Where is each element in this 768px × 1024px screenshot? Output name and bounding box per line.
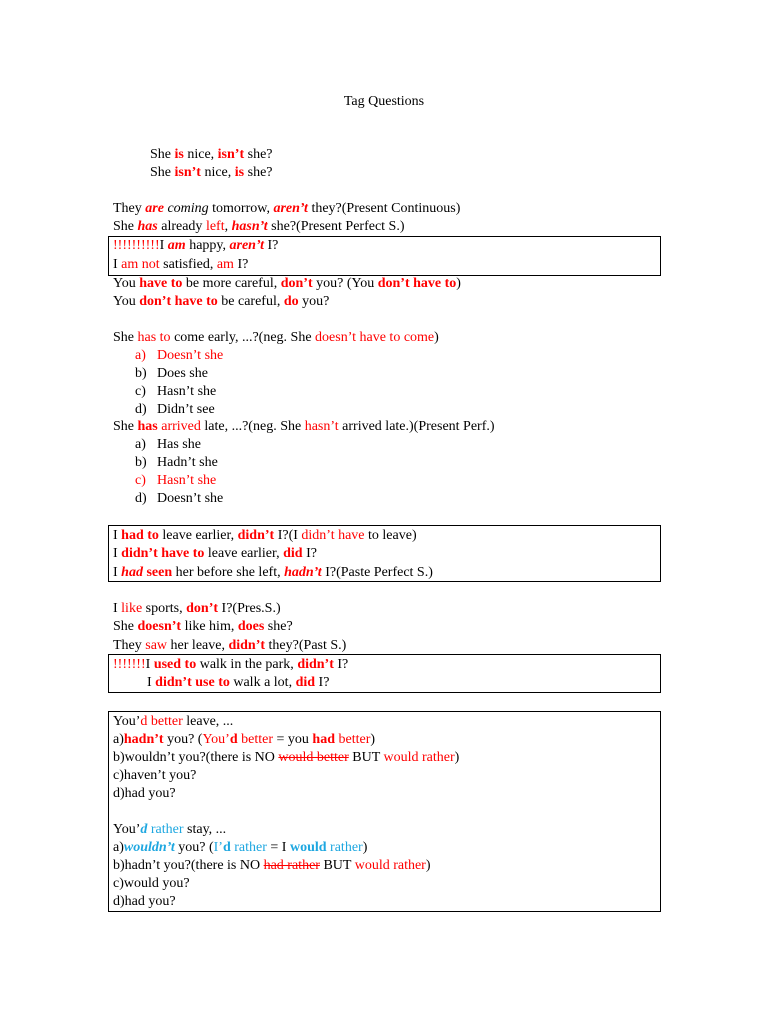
text-segment: I (147, 675, 156, 690)
text-segment: She (150, 165, 175, 180)
text-segment: wouldn’t (123, 840, 175, 855)
text-segment: saw (145, 638, 168, 653)
text-segment: You (113, 294, 140, 309)
text-segment: Doesn’t she (157, 348, 224, 363)
text-segment: you? ( (174, 840, 214, 855)
text-segment: hasn’t (231, 219, 268, 234)
text-segment: used to (153, 657, 197, 672)
text-segment: hasn’t (304, 419, 339, 434)
text-segment: aren’t (273, 201, 308, 216)
text-line (113, 839, 367, 857)
text-segment: doesn’t (137, 619, 182, 634)
text-segment: arrived late.)(Present Perf.) (338, 419, 495, 434)
text-segment: would rather (354, 858, 426, 873)
text-segment: b)wouldn’t you?(there is NO (113, 750, 279, 765)
text-segment: a) (113, 732, 124, 747)
text-line (135, 436, 201, 454)
text-segment: d better (140, 714, 183, 729)
text-segment: She (113, 330, 138, 345)
text-segment: be more careful, (182, 276, 281, 291)
text-segment: walk in the park, (196, 657, 298, 672)
text-segment: I? (302, 546, 317, 561)
text-segment: sports, (142, 601, 187, 616)
text-segment: a) (135, 437, 146, 452)
text-segment: BUT (319, 858, 355, 873)
text-segment: like (121, 601, 143, 616)
text-segment: didn’t have to (121, 546, 205, 561)
text-segment: b) (135, 366, 147, 381)
text-segment: am (167, 238, 186, 253)
text-line (113, 857, 431, 875)
text-segment: BUT (348, 750, 384, 765)
text-segment: stay, ... (183, 822, 227, 837)
text-segment: had (121, 565, 143, 580)
text-segment: rather (150, 822, 184, 837)
text-line (113, 656, 348, 674)
text-segment: don’t have to (377, 276, 457, 291)
text-line (135, 490, 223, 508)
text-segment: leave earlier, (204, 546, 284, 561)
text-segment: didn’t (237, 528, 275, 543)
text-segment: did (283, 546, 303, 561)
text-segment: seen (146, 565, 173, 580)
text-segment: is (174, 147, 184, 162)
text-segment: like him, (181, 619, 238, 634)
text-line (113, 713, 233, 731)
text-segment: They (113, 201, 146, 216)
text-segment: I? (333, 657, 349, 672)
text-segment: you? (You (312, 276, 378, 291)
text-line (113, 785, 176, 803)
text-segment: I (145, 657, 154, 672)
text-segment: c)would you? (113, 876, 190, 891)
text-segment: I’ (213, 840, 223, 855)
text-segment: She (113, 419, 138, 434)
text-segment: ) (456, 276, 461, 291)
text-segment: ) (370, 732, 376, 747)
text-segment: she?(Present Perfect S.) (267, 219, 405, 234)
text-segment: I?(Paste Perfect S.) (321, 565, 433, 580)
text-segment: isn’t (174, 165, 201, 180)
text-segment: d)had you? (113, 786, 176, 801)
text-segment: had rather (263, 858, 320, 873)
text-segment: she? (244, 165, 273, 180)
text-segment: come early, ...?(neg. She (170, 330, 316, 345)
text-segment: didn’t (228, 638, 266, 653)
text-segment: they?(Past S.) (265, 638, 347, 653)
text-line (147, 674, 329, 692)
text-line (113, 237, 278, 255)
text-segment: tomorrow, (208, 201, 274, 216)
text-segment: I (113, 257, 122, 272)
text-line (113, 200, 460, 218)
text-line (113, 875, 190, 893)
text-segment: You (113, 276, 140, 291)
text-line (113, 637, 346, 655)
text-line (113, 600, 281, 618)
text-segment: you? (298, 294, 330, 309)
text-segment: has (137, 419, 158, 434)
text-segment: ) (434, 330, 439, 345)
text-segment: aren’t (229, 238, 264, 253)
text-segment: are (145, 201, 164, 216)
text-segment: She (113, 619, 138, 634)
text-segment: d (222, 840, 231, 855)
text-segment: have to (139, 276, 183, 291)
text-segment: Has she (157, 437, 201, 452)
text-segment: Hasn’t she (157, 384, 217, 399)
text-segment: better (241, 732, 274, 747)
text-segment: would better (278, 750, 349, 765)
text-segment: am not (121, 257, 160, 272)
text-line (113, 564, 433, 582)
text-segment: don’t (186, 601, 219, 616)
text-segment: don’t (280, 276, 313, 291)
text-segment: would (289, 840, 327, 855)
text-segment: I?(I (274, 528, 302, 543)
text-segment: b)hadn’t you?(there is NO (113, 858, 264, 873)
text-line (150, 164, 273, 182)
text-line (113, 731, 375, 749)
text-line (113, 275, 461, 293)
text-segment: Does she (157, 366, 208, 381)
text-segment: Hasn’t she (157, 473, 217, 488)
text-segment: rather (330, 840, 363, 855)
text-segment: , (224, 219, 232, 234)
text-segment: d (229, 732, 238, 747)
text-segment: You’ (202, 732, 230, 747)
text-segment: hadn’t (123, 732, 164, 747)
text-segment: she? (264, 619, 293, 634)
text-segment: has to (137, 330, 171, 345)
text-segment: ) (454, 750, 460, 765)
text-segment: You’ (113, 822, 141, 837)
text-segment: ) (425, 858, 431, 873)
text-segment: had to (121, 528, 159, 543)
text-segment: a) (135, 348, 146, 363)
text-line (113, 618, 293, 636)
text-segment: = I (266, 840, 290, 855)
text-segment: happy, (185, 238, 230, 253)
text-segment: b) (135, 455, 147, 470)
text-segment: She (150, 147, 175, 162)
text-segment: nice, (200, 165, 235, 180)
text-segment: a) (113, 840, 124, 855)
text-segment: her leave, (167, 638, 229, 653)
text-line (113, 893, 176, 911)
text-segment: better (338, 732, 371, 747)
text-line (113, 329, 439, 347)
text-segment: had (312, 732, 335, 747)
text-segment: c) (135, 473, 146, 488)
text-segment: I (113, 601, 122, 616)
text-segment: You’ (113, 714, 141, 729)
text-line (113, 767, 196, 785)
text-segment: nice, (183, 147, 218, 162)
text-segment: be careful, (217, 294, 284, 309)
text-segment: didn’t use to (155, 675, 230, 690)
text-line (135, 401, 215, 419)
text-segment: c)haven’t you? (113, 768, 197, 783)
text-line (113, 256, 248, 274)
page-title: Tag Questions (343, 94, 425, 109)
text-segment: d) (135, 491, 147, 506)
text-segment: !!!!!!! (113, 657, 146, 672)
text-segment: d)had you? (113, 894, 176, 909)
text-segment: didn’t have (301, 528, 365, 543)
text-line (113, 293, 329, 311)
text-segment: d (140, 822, 148, 837)
text-line (135, 472, 216, 490)
text-line (113, 418, 495, 436)
text-segment: walk a lot, (229, 675, 296, 690)
text-line (150, 146, 273, 164)
text-line (113, 821, 226, 839)
text-line (135, 347, 223, 365)
text-line (135, 454, 218, 472)
text-line (113, 749, 459, 767)
text-segment: Doesn’t she (157, 491, 224, 506)
text-segment: d) (135, 402, 147, 417)
text-segment: she? (244, 147, 273, 162)
text-segment: left (205, 219, 225, 234)
text-segment: don’t have to (139, 294, 218, 309)
text-segment: rather (234, 840, 267, 855)
text-segment: ) (362, 840, 368, 855)
text-segment: doesn’t have to come (315, 330, 435, 345)
text-segment: is (234, 165, 245, 180)
text-segment: satisfied, (159, 257, 217, 272)
text-segment: c) (135, 384, 146, 399)
text-segment: leave, ... (182, 714, 234, 729)
text-line (135, 383, 216, 401)
text-segment: to leave) (364, 528, 417, 543)
text-segment: they?(Present Continuous) (307, 201, 461, 216)
text-segment: would rather (383, 750, 455, 765)
text-segment: does (237, 619, 265, 634)
text-segment: leave earlier, (158, 528, 238, 543)
text-segment: arrived (161, 419, 201, 434)
text-segment: has (137, 219, 158, 234)
text-segment: do (283, 294, 299, 309)
text-segment: They (113, 638, 146, 653)
text-segment: I (113, 546, 122, 561)
text-segment: her before she left, (172, 565, 285, 580)
text-segment: = you (273, 732, 313, 747)
text-line (135, 365, 208, 383)
text-segment: did (295, 675, 316, 690)
text-segment: coming (167, 201, 209, 216)
text-segment: didn’t (297, 657, 334, 672)
text-segment: hadn’t (284, 565, 322, 580)
text-segment: already (157, 219, 206, 234)
text-line (113, 545, 317, 563)
text-segment: am (216, 257, 234, 272)
text-line (113, 218, 405, 236)
text-segment: I (113, 565, 122, 580)
text-segment: I (159, 238, 168, 253)
text-segment: I? (263, 238, 279, 253)
text-segment: you? ( (163, 732, 203, 747)
text-segment: Hadn’t she (157, 455, 218, 470)
text-segment: She (113, 219, 138, 234)
text-segment: Didn’t see (157, 402, 215, 417)
text-segment: I? (315, 675, 330, 690)
text-segment: I?(Pres.S.) (218, 601, 281, 616)
text-line (113, 527, 417, 545)
text-segment: late, ...?(neg. She (200, 419, 305, 434)
text-segment: I? (233, 257, 249, 272)
text-segment: isn’t (217, 147, 245, 162)
text-segment: I (113, 528, 122, 543)
text-segment: !!!!!!!!!! (113, 238, 160, 253)
